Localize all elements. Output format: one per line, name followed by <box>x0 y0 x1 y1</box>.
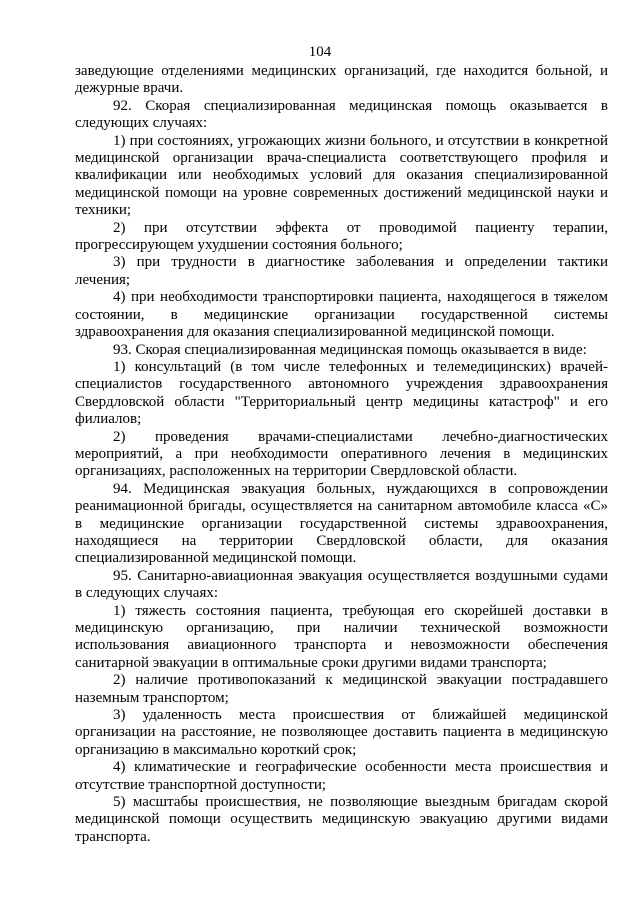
paragraph-clause-93: 93. Скорая специализированная медицинская помощь оказывается в виде: <box>113 341 587 358</box>
list-item-92-4: 4) при необходимости транспортировки пациента, находящегося в тяжелом состоянии, в медицинские организации государственной системы здравоохранения для оказания специализированной медицинской помощи. <box>75 289 608 341</box>
list-item-93-2: 2) проведения врачами-специалистами лечебно-диагностических мероприятий, а при необходимости оперативного лечения в медицинских организациях, расположенных на территории Свердловской области. <box>75 428 608 480</box>
list-item-95-2: 2) наличие противопоказаний к медицинской эвакуации пострадавшего наземным транспортом; <box>75 672 608 706</box>
list-item-95-1: 1) тяжесть состояния пациента, требующая его скорейшей доставки в медицинскую организацию, при наличии технической возможности использования авиационного транспорта и невозможности обеспечения санитарной эвакуации в оптимальные сроки другими видами транспорта; <box>75 602 608 671</box>
page-number: 104 <box>308 44 332 60</box>
list-item-93-1: 1) консультаций (в том числе телефонных и телемедицинских) врачей-специалистов государственного автономного учреждения здравоохранения Свердловской области "Территориальный центр медицины катастроф" и его филиалов; <box>75 358 608 428</box>
paragraph-continuation: заведующие отделениями медицинских организаций, где находится больной, и дежурные врачи. <box>75 63 608 97</box>
list-item-95-4: 4) климатические и географические особенности места происшествия и отсутствие транспортной доступности; <box>75 759 608 793</box>
list-item-95-5: 5) масштабы происшествия, не позволяющие выездным бригадам скорой медицинской помощи осуществить медицинскую эвакуацию другими видами транспорта. <box>75 794 608 845</box>
document-body <box>75 63 608 846</box>
paragraph-clause-94: 94. Медицинская эвакуация больных, нуждающихся в сопровождении реанимационной бригады, осуществляется на санитарном автомобиле класса «С» в медицинские организации государственной системы здравоохранения, находящиеся на территории Свердловской области, для оказания специализированной медицинской помощи. <box>75 480 608 567</box>
list-item-92-2: 2) при отсутствии эффекта от проводимой пациенту терапии, прогрессирующем ухудшении состояния больного; <box>75 219 608 254</box>
list-item-92-3: 3) при трудности в диагностике заболевания и определении тактики лечения; <box>75 254 608 288</box>
list-item-92-1: 1) при состояниях, угрожающих жизни больного, и отсутствии в конкретной медицинской организации врача-специалиста соответствующего профиля и квалификации или необходимых условий для оказания специализированной медицинской помощи на уровне современных достижений медицинской науки и техники; <box>75 132 608 219</box>
paragraph-clause-95: 95. Санитарно-авиационная эвакуация осуществляется воздушными судами в следующих случаях: <box>75 567 608 602</box>
paragraph-clause-92: 92. Скорая специализированная медицинская помощь оказывается в следующих случаях: <box>75 97 608 132</box>
list-item-95-3: 3) удаленность места происшествия от ближайшей медицинской организации на расстояние, не позволяющее доставить пациента в медицинскую организацию в максимально короткий срок; <box>75 707 608 758</box>
